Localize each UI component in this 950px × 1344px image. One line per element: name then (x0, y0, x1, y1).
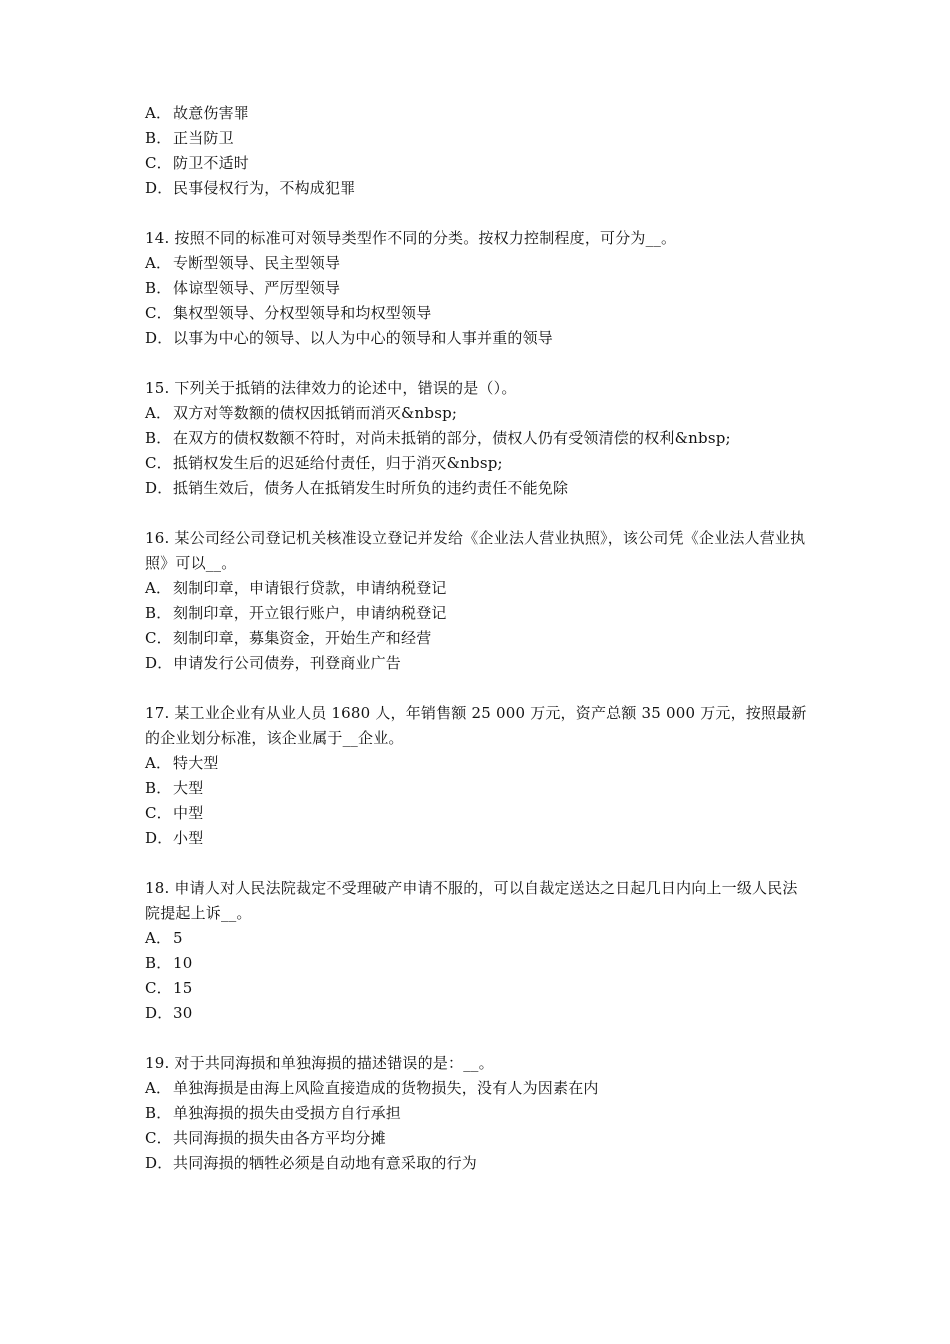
option-a (145, 401, 810, 426)
option-text: 正当防卫 (173, 129, 234, 147)
option-c (145, 626, 810, 651)
option-text: 在双方的债权数额不符时，对尚未抵销的部分，债权人仍有受领清偿的权利&nbsp; (173, 429, 731, 447)
option-text: 抵销生效后，债务人在抵销发生时所负的违约责任不能免除 (173, 479, 569, 497)
option-text: 30 (173, 1004, 193, 1022)
option-text: 双方对等数额的债权因抵销而消灭&nbsp; (173, 404, 458, 422)
option-b (145, 276, 810, 301)
option-text: 小型 (173, 829, 204, 847)
option-d (145, 826, 810, 851)
option-text: 5 (173, 929, 183, 947)
option-c (145, 151, 810, 176)
option-text: 申请发行公司债券，刊登商业广告 (173, 654, 402, 672)
option-c (145, 976, 810, 1001)
option-d (145, 326, 810, 351)
question-19 (145, 1051, 810, 1176)
option-text: 刻制印章，开立银行账户，申请纳税登记 (173, 604, 447, 622)
option-a (145, 926, 810, 951)
option-letter: B． (145, 129, 172, 147)
option-c (145, 301, 810, 326)
question-18 (145, 876, 810, 1026)
option-d (145, 651, 810, 676)
option-text: 特大型 (173, 754, 219, 772)
option-a (145, 751, 810, 776)
option-text: 中型 (173, 804, 204, 822)
option-text: 集权型领导、分权型领导和均权型领导 (173, 304, 432, 322)
option-letter: C． (145, 804, 172, 822)
question-13-options (145, 101, 810, 201)
option-d (145, 176, 810, 201)
option-letter: D． (145, 179, 173, 197)
question-14 (145, 226, 810, 351)
option-text: 单独海损是由海上风险直接造成的货物损失，没有人为因素在内 (173, 1079, 599, 1097)
option-a (145, 101, 810, 126)
option-b (145, 776, 810, 801)
option-text: 体谅型领导、严厉型领导 (173, 279, 341, 297)
question-stem: 17. 某工业企业有从业人员 1680 人，年销售额 25 000 万元，资产总额 35 000 万元，按照最新的企业划分标准，该企业属于__企业。 (145, 704, 807, 747)
option-letter: A． (145, 254, 172, 272)
option-text: 10 (173, 954, 193, 972)
option-a (145, 576, 810, 601)
option-b (145, 601, 810, 626)
option-text: 15 (173, 979, 193, 997)
option-a (145, 251, 810, 276)
option-letter: C． (145, 454, 172, 472)
option-letter: A． (145, 1079, 172, 1097)
option-text: 防卫不适时 (173, 154, 250, 172)
option-letter: A． (145, 579, 172, 597)
option-d (145, 1001, 810, 1026)
option-letter: A． (145, 929, 172, 947)
question-stem: 14. 按照不同的标准可对领导类型作不同的分类。按权力控制程度，可分为__。 (145, 229, 677, 247)
question-stem: 16. 某公司经公司登记机关核准设立登记并发给《企业法人营业执照》，该公司凭《企业法人营业执照》可以__。 (145, 529, 806, 572)
option-d (145, 1151, 810, 1176)
option-text: 民事侵权行为，不构成犯罪 (173, 179, 356, 197)
question-15 (145, 376, 810, 501)
option-b (145, 1101, 810, 1126)
option-letter: D． (145, 654, 173, 672)
option-text: 共同海损的牺牲必须是自动地有意采取的行为 (173, 1154, 478, 1172)
option-letter: B． (145, 954, 172, 972)
option-d (145, 476, 810, 501)
option-letter: C． (145, 304, 172, 322)
option-letter: C． (145, 154, 172, 172)
option-c (145, 451, 810, 476)
option-b (145, 426, 810, 451)
option-text: 刻制印章，募集资金，开始生产和经营 (173, 629, 432, 647)
option-letter: A． (145, 754, 172, 772)
option-b (145, 126, 810, 151)
option-letter: D． (145, 479, 173, 497)
option-letter: D． (145, 829, 173, 847)
option-letter: C． (145, 979, 172, 997)
question-content (145, 101, 810, 1176)
option-letter: A． (145, 404, 172, 422)
option-text: 抵销权发生后的迟延给付责任，归于消灭&nbsp; (173, 454, 503, 472)
question-stem: 15. 下列关于抵销的法律效力的论述中，错误的是（）。 (145, 379, 517, 397)
option-b (145, 951, 810, 976)
option-text: 刻制印章，申请银行贷款，申请纳税登记 (173, 579, 447, 597)
question-stem: 18. 申请人对人民法院裁定不受理破产申请不服的，可以自裁定送达之日起几日内向上一级人民法院提起上诉__。 (145, 879, 798, 922)
option-a (145, 1076, 810, 1101)
question-16 (145, 526, 810, 676)
option-letter: C． (145, 1129, 172, 1147)
option-letter: B． (145, 429, 172, 447)
option-letter: D． (145, 1154, 173, 1172)
option-text: 单独海损的损失由受损方自行承担 (173, 1104, 402, 1122)
option-text: 专断型领导、民主型领导 (173, 254, 341, 272)
option-text: 大型 (173, 779, 204, 797)
option-text: 以事为中心的领导、以人为中心的领导和人事并重的领导 (173, 329, 554, 347)
option-c (145, 801, 810, 826)
option-letter: D． (145, 329, 173, 347)
option-letter: D． (145, 1004, 173, 1022)
option-letter: B． (145, 279, 172, 297)
option-letter: A． (145, 104, 172, 122)
option-letter: C． (145, 629, 172, 647)
question-stem: 19. 对于共同海损和单独海损的描述错误的是：__。 (145, 1054, 494, 1072)
option-text: 故意伤害罪 (173, 104, 250, 122)
question-17 (145, 701, 810, 851)
option-c (145, 1126, 810, 1151)
option-letter: B． (145, 1104, 172, 1122)
option-letter: B． (145, 779, 172, 797)
option-letter: B． (145, 604, 172, 622)
option-text: 共同海损的损失由各方平均分摊 (173, 1129, 386, 1147)
